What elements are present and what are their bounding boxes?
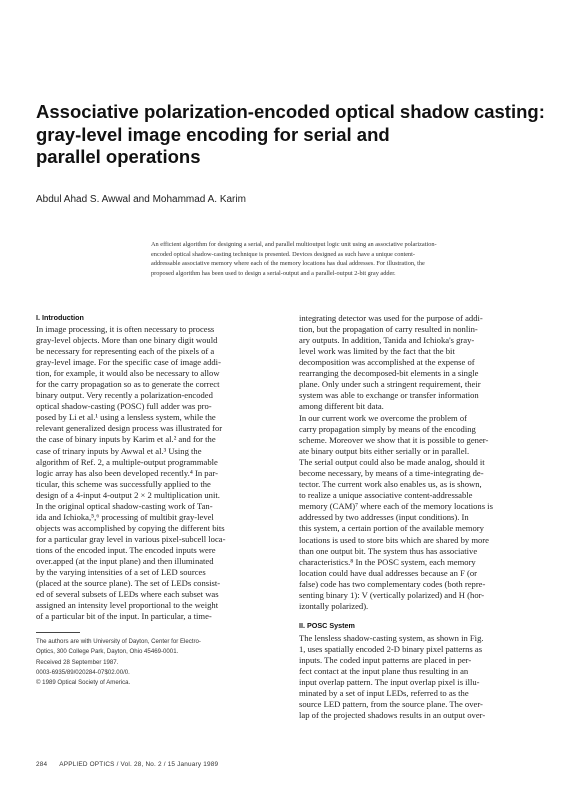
posc-paragraph-1 [299, 633, 543, 721]
paper-title [36, 101, 545, 169]
footnote-line: Received 28 September 1987. [36, 658, 119, 666]
text-line: ary outputs. In addition, Tanida and Ichioka's gray- [299, 335, 475, 346]
text-line: than one output bit. The system thus has associative [299, 545, 478, 556]
text-line: tion, for example, it would also be necessary to allow [36, 368, 220, 379]
text-line: The serial output could also be made analog, should it [299, 457, 485, 468]
text-line: algorithm of Ref. 2, a multiple-output programmable [36, 456, 218, 467]
text-line: senting binary 1): V (vertically polarized) and H (hor- [299, 589, 485, 600]
abstract-line: proposed algorithm has been used to design a serial-output and a parallel-output 2-bit gray adder. [151, 269, 396, 277]
footnote-rule [36, 632, 80, 633]
text-line: ida and Ichioka,⁵,⁶ processing of multibit gray-level [36, 512, 214, 523]
text-line: this system, a certain portion of the available memory [299, 523, 484, 534]
text-line: addressed by two addresses (input conditions). In [299, 512, 469, 523]
text-line: inputs. The coded input patterns are placed in per- [299, 655, 472, 666]
text-line: (placed at the source plane). The set of LEDs consist- [36, 578, 221, 589]
abstract-line: addressable associative memory where each of the memory locations has dual addresses. For illustration, the [151, 260, 425, 268]
text-line: plane. Only under such a stringent requirement, their [299, 379, 481, 390]
text-line: decomposition was accomplished at the expense of [299, 357, 475, 368]
title-line: gray-level image encoding for serial and [36, 123, 390, 145]
text-line: In image processing, it is often necessary to process [36, 324, 215, 334]
text-line: case of trinary inputs by Awwal et al.³ Using the [36, 445, 202, 456]
text-line: scheme. Moreover we show that it is possible to gener- [299, 435, 489, 446]
text-line: assigned an intensity level proportional to the weight [36, 600, 219, 611]
text-line: In our current work we overcome the problem of [299, 413, 467, 423]
text-line: rearranging the decomposed-bit elements in a single [299, 368, 479, 379]
footnote-line: 0003-6935/89/020284-07$02.00/0. [36, 668, 130, 676]
text-line: characteristics.⁸ In the POSC system, each memory [299, 556, 476, 567]
text-line: binary output. Very recently a polarization-encoded [36, 390, 213, 401]
text-line: tion, but the propagation of carry resulted in nonlin- [299, 324, 478, 335]
intro-paragraph-4 [299, 413, 543, 612]
text-line: of a particular bit of the input. In particular, a time- [36, 611, 212, 622]
text-line: system was able to exchange or transfer information [299, 390, 479, 401]
text-line: gray-level image. For the specific case of image addi- [36, 357, 221, 368]
text-line: among different bit data. [299, 401, 384, 412]
text-line: posed by Li et al.¹ using a lensless system, while the [36, 412, 216, 423]
text-line: be necessary for representing each of the pixels of a [36, 346, 215, 357]
text-line: objects was accomplished by copying the different bits [36, 523, 225, 534]
text-line: gray-level objects. More than one binary digit would [36, 335, 218, 346]
text-line: over.apped (at the input plane) and then illuminated [36, 556, 214, 567]
text-line: carry propagation simply by means of the encoding [299, 424, 476, 435]
footnote-line: © 1989 Optical Society of America. [36, 679, 131, 687]
text-line: to realize a unique associative content-addressable [299, 490, 473, 501]
intro-paragraph-2 [36, 501, 280, 623]
text-line: input overlap pattern. The input overlap pixel is illu- [299, 677, 480, 688]
text-line: the case of binary inputs by Karim et al.² and for the [36, 434, 216, 445]
intro-paragraph-1 [36, 324, 280, 501]
text-line: ate binary output bits either serially or in parallel. [299, 446, 470, 457]
title-line: Associative polarization-encoded optical shadow casting: [36, 101, 545, 122]
journal-citation: APPLIED OPTICS / Vol. 28, No. 2 / 15 January 1989 [59, 761, 219, 768]
text-line: tector. The current work also enables us, as is shown, [299, 479, 482, 490]
text-line: relevant generalized design process was illustrated for [36, 423, 223, 434]
text-line: level work was limited by the fact that the bit [299, 346, 455, 357]
text-line: ticular, this scheme was successfully applied to the [36, 478, 211, 489]
text-line: tions of the encoded input. The encoded inputs were [36, 545, 216, 556]
title-line: parallel operations [36, 146, 201, 167]
text-line: memory (CAM)⁷ where each of the memory locations is [299, 501, 493, 512]
text-line: In the original optical shadow-casting work of Tan- [36, 501, 213, 511]
text-line: The lensless shadow-casting system, as shown in Fig. [299, 633, 484, 643]
page-number: 284 [36, 761, 48, 768]
author-footnote [36, 637, 280, 688]
text-line: false) code has two complementary codes (both repre- [299, 578, 486, 589]
text-line: minated by a set of input LEDs, referred to as the [299, 688, 469, 699]
text-line: become necessary, by means of a time-integrating de- [299, 468, 484, 479]
text-line: locations is used to store bits which are shared by more [299, 534, 489, 545]
footnote-line: The authors are with University of Dayton, Center for Electro- [36, 638, 201, 645]
abstract [151, 240, 543, 278]
abstract-line: An efficient algorithm for designing a serial, and parallel multioutput logic unit using an associative polarization- [151, 241, 437, 248]
text-line: lap of the projected shadows results in an output over- [299, 710, 486, 721]
page-footer [36, 761, 218, 768]
text-line: source LED pattern, from the source plane. The over- [299, 699, 483, 710]
abstract-line: encoded optical shadow-casting technique is presented. Devices designed as such have a unique content- [151, 250, 416, 258]
text-line: optical shadow-casting (POSC) full adder was pro- [36, 401, 212, 412]
text-line: by the varying intensities of a set of LED sources [36, 567, 206, 578]
text-line: design of a 4-input 4-output 2 × 2 multiplication unit. [36, 489, 220, 500]
author-list: Abdul Ahad S. Awwal and Mohammad A. Karim [36, 194, 246, 205]
intro-paragraph-3 [299, 313, 543, 412]
text-line: integrating detector was used for the purpose of addi- [299, 313, 483, 323]
text-line: for a particular gray level in various pixel-subcell loca- [36, 534, 226, 545]
text-line: logic array has also been developed recently.⁴ In par- [36, 467, 218, 478]
footnote-line: Optics, 300 College Park, Dayton, Ohio 45469-0001. [36, 648, 179, 656]
section-heading-posc-system: II. POSC System [299, 621, 355, 630]
text-line: location could have dual addresses because an F (or [299, 567, 478, 578]
text-line: for the carry propagation so as to generate the correct [36, 379, 220, 390]
text-line: izontally polarized). [299, 600, 369, 611]
text-line: ed of several subsets of LEDs where each subset was [36, 589, 219, 600]
text-line: fect contact at the input plane thus resulting in an [299, 666, 469, 677]
section-heading-introduction: I. Introduction [36, 313, 84, 322]
text-line: 1, uses spatially encoded 2-D binary pixel patterns as [299, 644, 483, 655]
